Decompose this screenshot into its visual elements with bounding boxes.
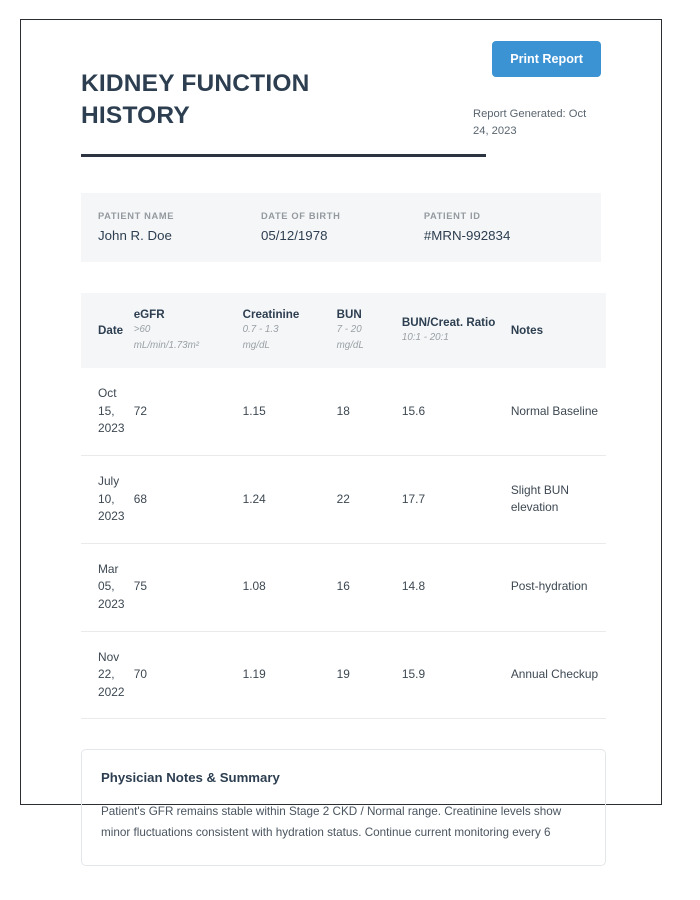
lab-results-table: [81, 293, 606, 720]
cell-creatinine: 1.19: [243, 631, 337, 719]
cell-creatinine: 1.15: [243, 368, 337, 455]
column-header-bun-creat-ratio: BUN/Creat. Ratio 10:1 - 20:1: [402, 293, 511, 368]
patient-name-field: [98, 211, 261, 243]
table-row: [81, 455, 606, 543]
cell-bun: 18: [337, 368, 402, 455]
physician-notes-title: Physician Notes & Summary: [101, 770, 280, 786]
cell-egfr: 68: [134, 455, 243, 543]
cell-notes: Post-hydration: [511, 543, 606, 631]
column-header-bun: BUN 7 - 20 mg/dL: [337, 293, 402, 368]
patient-name-value: John R. Doe: [98, 227, 172, 243]
page-title: KIDNEY FUNCTION HISTORY: [81, 70, 310, 130]
column-header-notes: Notes: [510, 323, 544, 337]
report-page: [20, 19, 662, 839]
table-row: [81, 631, 606, 719]
cell-creatinine: 1.24: [243, 455, 337, 543]
bun-unit: mg/dL: [336, 339, 364, 351]
cell-date: Mar 05, 2023: [81, 543, 134, 631]
cell-ratio: 17.7: [402, 455, 511, 543]
egfr-range: >60: [133, 323, 151, 335]
cell-creatinine: 1.08: [243, 543, 337, 631]
patient-id-value: #MRN-992834: [423, 227, 511, 243]
cell-notes: Annual Checkup: [511, 631, 606, 719]
date-of-birth-field: [261, 211, 424, 243]
print-report-button[interactable]: Print Report: [492, 41, 601, 77]
cell-date: Nov 22, 2022: [81, 631, 134, 719]
lab-table-header-row: [81, 293, 606, 368]
patient-id-field: [424, 211, 584, 243]
column-header-egfr: eGFR >60 mL/min/1.73m²: [134, 293, 243, 368]
cell-bun: 16: [337, 543, 402, 631]
physician-notes-body: Patient's GFR remains stable within Stage 2 CKD / Normal range. Creatinine levels show minor fluctuations consistent with hydration status. Continue current monitoring every 6: [101, 805, 562, 839]
cell-date: July 10, 2023: [81, 455, 134, 543]
lab-table-header: [81, 293, 606, 368]
patient-info-panel: [81, 193, 601, 262]
creatinine-unit: mg/dL: [242, 339, 270, 351]
cell-ratio: 14.8: [402, 543, 511, 631]
header-divider: [81, 154, 486, 157]
date-of-birth-label: DATE OF BIRTH: [260, 210, 341, 221]
cell-egfr: 70: [134, 631, 243, 719]
cell-date: Oct 15, 2023: [81, 368, 134, 455]
report-content: [21, 20, 661, 866]
lab-table-body: [81, 368, 606, 719]
cell-ratio: 15.6: [402, 368, 511, 455]
patient-name-label: PATIENT NAME: [98, 210, 175, 221]
column-header-creatinine: Creatinine 0.7 - 1.3 mg/dL: [243, 293, 337, 368]
cell-bun: 22: [337, 455, 402, 543]
physician-notes-card: [81, 749, 606, 865]
report-generated-date: Report Generated: Oct 24, 2023: [473, 108, 587, 138]
date-of-birth-value: 05/12/1978: [260, 227, 328, 243]
cell-egfr: 75: [134, 543, 243, 631]
egfr-unit: mL/min/1.73m²: [133, 339, 200, 351]
bun-range: 7 - 20: [336, 323, 362, 335]
cell-egfr: 72: [134, 368, 243, 455]
table-row: [81, 543, 606, 631]
column-header-date: Date: [98, 323, 124, 337]
patient-id-label: PATIENT ID: [423, 210, 481, 221]
report-header: [81, 20, 601, 157]
title-row: [81, 68, 601, 141]
creatinine-range: 0.7 - 1.3: [242, 323, 279, 335]
cell-notes: Slight BUN elevation: [511, 455, 606, 543]
table-row: [81, 368, 606, 455]
cell-bun: 19: [337, 631, 402, 719]
cell-notes: Normal Baseline: [511, 368, 606, 455]
cell-ratio: 15.9: [402, 631, 511, 719]
ratio-range: 10:1 - 20:1: [401, 331, 449, 343]
